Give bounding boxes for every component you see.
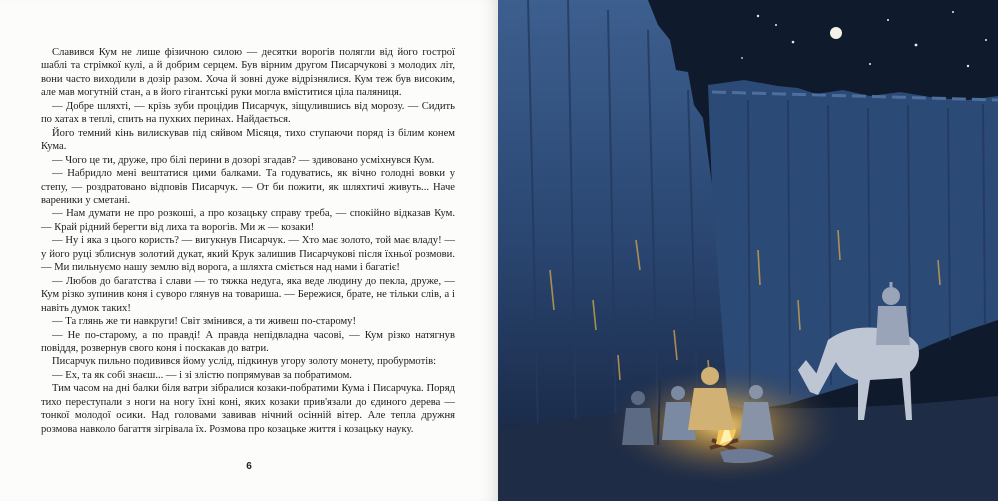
paragraph: — Чого це ти, друже, про білі перини в дозорі згадав? — здивовано усміхнувся Кум.: [52, 154, 435, 166]
moon: [830, 27, 842, 39]
paragraph: — Ех, та як собі знаєш... — і зі злістю попрямував за побратимом.: [52, 369, 352, 381]
paragraph: — Любов до багатства і слави — то тяжка недуга, яка веде людину до пекла, друже, — Кум різко зупинив коня і суворо глянув на товариша. — Бережися, брате, не тільки слів, а і навіть думок таких!: [41, 275, 455, 314]
night-campfire-illustration: [498, 0, 998, 501]
text-block: [41, 46, 455, 436]
paragraph: — Та глянь же ти навкруги! Світ змінився, а ти живеш по-старому!: [52, 316, 356, 328]
paragraph: Славився Кум не лише фізичною силою — десятки ворогів полягли від його гострої шаблі та стрімкої кулі, а й добрим серцем. Був вірним другом Писарчукові з молодих літ, вони часто виходили в дозір разом. Хоча й зовні дуже відрізнялися. Кум теж був високим, але мав могутній стан, а в його гігантські руки могла вміститися ціла паляниця.: [41, 47, 455, 99]
paragraph: Тим часом на дні балки біля ватри зібралися козаки-побратими Кума і Писарчука. Поряд тихо переступали з ноги на ногу їхні коні, яких козаки прив'язали до єдиного дерева — тонкої молодої осики. Над головами завивав нічний осінній вітер. Але тепла дружня розмова навколо багаття зігрівала їх. Розмова про козацьке життя і козацьку науку.: [41, 383, 455, 435]
text-page: [0, 0, 498, 501]
paragraph: Писарчук пильно подивився йому услід, підкинув угору золоту монету, пробурмотів:: [52, 356, 437, 368]
paragraph: Його темний кінь вилискував під сяйвом Місяця, тихо ступаючи поряд із білим конем Кума.: [41, 127, 455, 153]
paragraph: — Нам думати не про розкоші, а про козацьку справу треба, — спокійно відказав Кум. — Край рідний берегти від лиха та ворогів. Ми ж — козаки!: [41, 208, 455, 233]
paragraph: — Добре шляхті, — крізь зуби процідив Писарчук, зіщулившись від морозу. — Сидить по хатах в теплі, спить на пухких перинах. Найдається.: [41, 100, 455, 126]
paragraph: — Ну і яка з цього користь? — вигукнув Писарчук. — Хто має золото, той має владу! — у його руці зблиснув золотий дукат, який Крук залишив Писарчукові після їхньої розмови. — Ми пильнуємо нашу землю від ворога, а шляхта сміється над нами і багатіє!: [41, 235, 455, 274]
illustration-page: [498, 0, 998, 501]
paragraph: — Набридло мені вештатися цими балками. Та годуватись, як вічно голодні вовки у степу, — роздратовано відповів Писарчук. — От би пожити, як шляхтичі живуть... Наче вареники у сметані.: [41, 168, 455, 206]
paragraph: — Не по-старому, а по правді! А правда непідвладна часові, — Кум різко натягнув повіддя, розвернув свого коня і поскакав до ватри.: [41, 329, 455, 354]
page-number: 6: [246, 461, 252, 472]
